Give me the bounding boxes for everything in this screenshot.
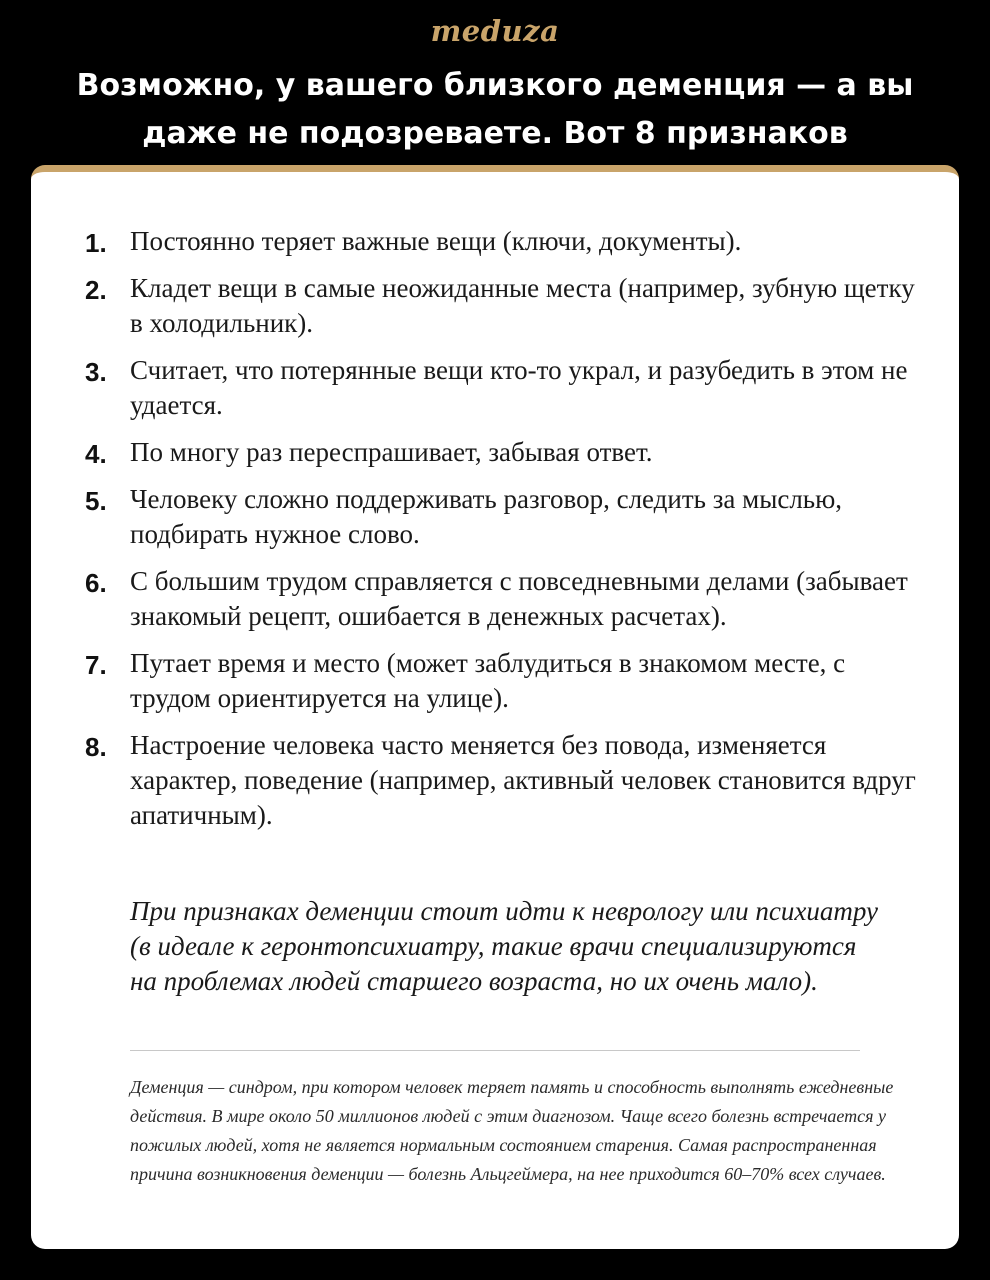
list-item: [31, 224, 959, 259]
item-text: Человеку сложно поддерживать разговор, следить за мыслью, подбирать нужное слово.: [130, 484, 843, 549]
list-item: [31, 646, 959, 716]
item-text: Считает, что потерянные вещи кто-то украл, и разубедить в этом не удается.: [130, 355, 908, 420]
meduza-logo: meduza: [430, 14, 560, 48]
item-text: С большим трудом справляется с повседневными делами (забывает знакомый рецепт, ошибается в денежных расчетах).: [130, 566, 908, 631]
item-text: Настроение человека часто меняется без повода, изменяется характер, поведение (например, активный человек становится вдруг апатичным).: [130, 730, 916, 830]
item-text: Кладет вещи в самые неожиданные места (например, зубную щетку в холодильник).: [130, 273, 915, 338]
divider: [130, 1050, 860, 1051]
list-item: [31, 564, 959, 634]
list-item: [31, 271, 959, 341]
item-number: 1.: [85, 228, 107, 258]
signs-list: [31, 224, 959, 845]
list-item: [31, 482, 959, 552]
item-number: 7.: [85, 650, 107, 680]
page-title: Возможно, у вашего близкого деменция — а вы даже не подозреваете. Вот 8 признаков: [76, 68, 914, 151]
item-number: 6.: [85, 568, 107, 598]
list-item: [31, 353, 959, 423]
item-text: Путает время и место (может заблудиться в знакомом месте, с трудом ориентируется на улице).: [130, 648, 846, 713]
item-number: 5.: [85, 486, 107, 516]
item-number: 8.: [85, 732, 107, 762]
list-item: [31, 728, 959, 833]
item-number: 2.: [85, 275, 107, 305]
list-item: [31, 435, 959, 470]
item-text: По многу раз переспрашивает, забывая ответ.: [130, 437, 653, 467]
content-card: [31, 165, 959, 1249]
item-text: Постоянно теряет важные вещи (ключи, документы).: [130, 226, 742, 256]
item-number: 4.: [85, 439, 107, 469]
doctor-advice-note: При признаках деменции стоит идти к неврологу или психиатру (в идеале к геронтопсихиатру, такие врачи специализируются на проблемах людей старшего возраста, но их очень мало).: [130, 896, 878, 996]
item-number: 3.: [85, 357, 107, 387]
dementia-footnote: Деменция — синдром, при котором человек теряет память и способность выполнять ежедневные действия. В мире около 50 миллионов людей с этим диагнозом. Чаще всего болезнь встречается у пожилых людей, хотя не является нормальным состоянием старения. Самая распространенная причина возникновения деменции — болезнь Альцгеймера, на нее приходится 60–70% всех случаев.: [130, 1077, 894, 1184]
